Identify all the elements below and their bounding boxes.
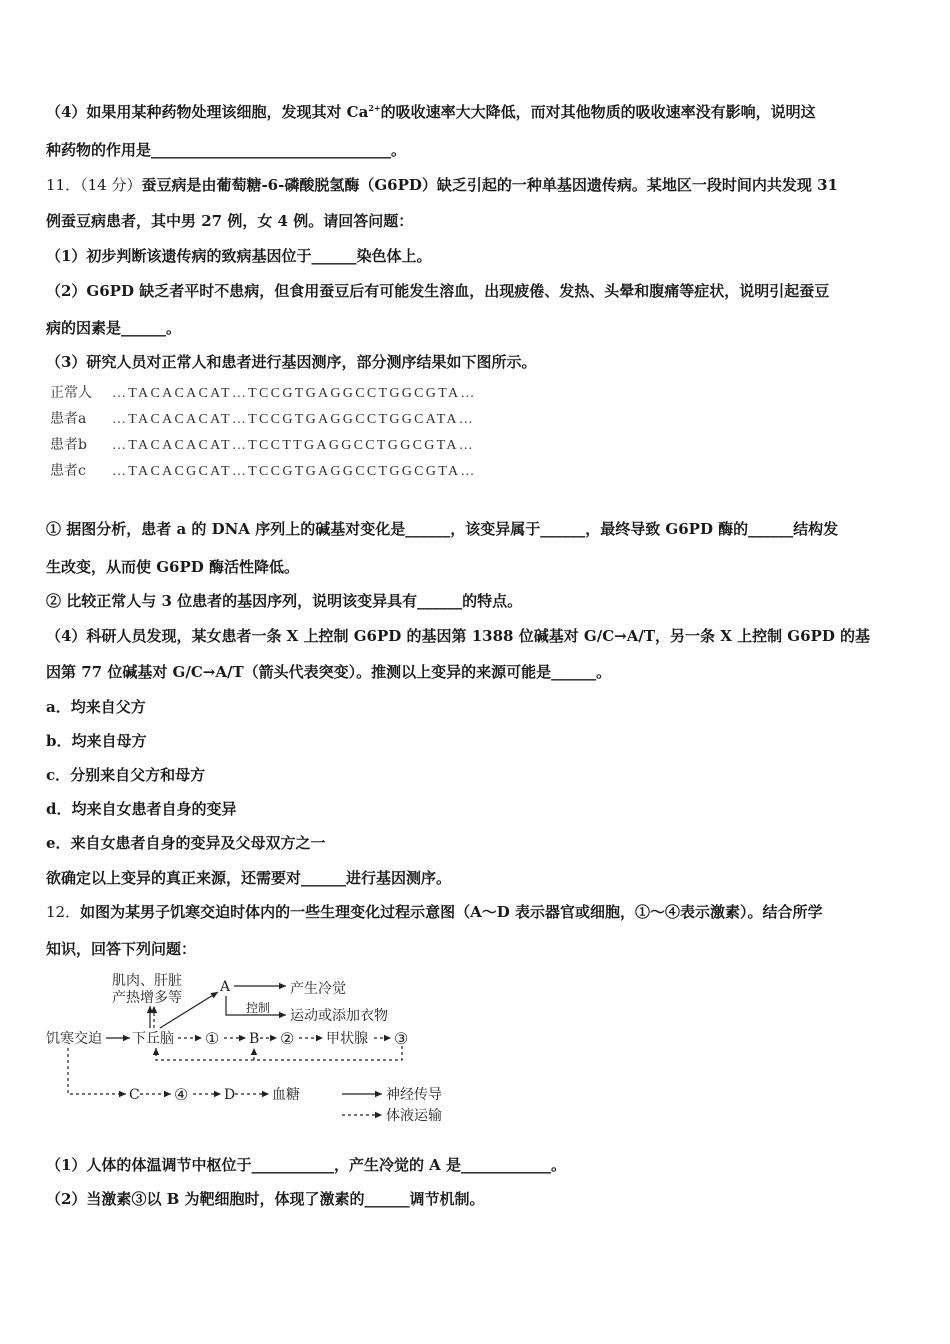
legend-fluid-label: 体液运输 xyxy=(386,1108,442,1124)
q12-part1: （1）人体的体温调节中枢位于___________，产生冷觉的 A 是____________。 xyxy=(46,1156,567,1174)
hormone-3: ③ xyxy=(394,1029,409,1048)
legend-nerve-label: 神经传导 xyxy=(386,1087,442,1103)
arrow-start-to-c xyxy=(68,1048,126,1094)
q11-stem-line1: 11．（14 分）蚕豆病是由葡萄糖-6-磷酸脱氢酶（G6PD）缺乏引起的一种单基因遗传病。某地区一段时间内共发现 31 xyxy=(46,176,838,194)
sequence-row-normal: 正常人 …TACACACAT…TCCGTGAGGCCTGGCGTA… xyxy=(50,385,477,401)
q12-number: 12． xyxy=(46,903,81,921)
q11-part1: （1）初步判断该遗传病的致病基因位于______染色体上。 xyxy=(46,247,432,265)
q12-part2: （2）当激素③以 B 为靶细胞时，体现了激素的______调节机制。 xyxy=(46,1190,485,1208)
action-label: 运动或添加衣物 xyxy=(290,1008,388,1024)
physiology-diagram xyxy=(44,968,464,1130)
q11-stem-line2: 例蚕豆病患者，其中男 27 例，女 4 例。请回答问题： xyxy=(46,212,414,230)
q10-part4-line1: （4）如果用某种药物处理该细胞，发现其对 $Ca^{2+}$的吸收速率大大降低，而对其他物质的吸收速率没有影响，说明这 xyxy=(46,103,816,121)
q12-stem-line2: 知识，回答下列问题： xyxy=(46,940,197,958)
hormone-4: ④ xyxy=(174,1085,189,1104)
heat-production-label: 产热增多等 xyxy=(112,990,182,1006)
q11-number: 11． xyxy=(46,176,81,194)
q11-option-b: b．均来自母方 xyxy=(46,732,147,750)
sequence-row-patient-c: 患者c …TACACGCAT…TCCGTGAGGCCTGGCGTA… xyxy=(50,463,477,479)
q11-final: 欲确定以上变异的真正来源，还需要对______进行基因测序。 xyxy=(46,869,452,887)
cold-feeling-label: 产生冷觉 xyxy=(290,981,346,997)
q11-sub1-line2: 生改变，从而使 G6PD 酶活性降低。 xyxy=(46,558,299,576)
q11-sub1-line1: ① 据图分析，患者 a 的 DNA 序列上的碱基对变化是______，该变异属于______，最终导致 G6PD 酶的______结构发 xyxy=(46,520,839,538)
thyroid-label: 甲状腺 xyxy=(326,1031,368,1047)
q11-option-d: d．均来自女患者自身的变异 xyxy=(46,800,237,818)
node-c: C xyxy=(129,1087,140,1103)
sequence-row-patient-a: 患者a …TACACACAT…TCCGTGAGGCCTGGCATA… xyxy=(50,411,476,427)
blood-sugar-label: 血糖 xyxy=(272,1087,300,1103)
q11-option-a: a．均来自父方 xyxy=(46,698,146,716)
q11-part2-line1: （2）G6PD 缺乏者平时不患病，但食用蚕豆后有可能发生溶血，出现疲倦、发热、头晕和腹痛等症状，说明引起蚕豆 xyxy=(46,282,830,300)
hypothalamus-label: 下丘脑 xyxy=(132,1031,174,1047)
q11-sub2: ② 比较正常人与 3 位患者的基因序列，说明该变异具有______的特点。 xyxy=(46,592,523,610)
q11-option-e: e．来自女患者自身的变异及父母双方之一 xyxy=(46,834,326,852)
sequence-row-patient-b: 患者b …TACACACAT…TCCTTGAGGCCTGGCGTA… xyxy=(50,437,476,453)
muscle-liver-label: 肌肉、肝脏 xyxy=(112,973,182,989)
hormone-1: ① xyxy=(205,1029,220,1048)
hormone-2: ② xyxy=(280,1029,295,1048)
q11-part4-line2: 因第 77 位碱基对 G/C→A/T（箭头代表突变）。推测以上变异的来源可能是______。 xyxy=(46,663,612,681)
start-label: 饥寒交迫 xyxy=(46,1031,102,1047)
node-d: D xyxy=(224,1087,236,1103)
q11-part3: （3）研究人员对正常人和患者进行基因测序，部分测序结果如下图所示。 xyxy=(46,353,537,371)
node-a: A xyxy=(220,979,231,995)
control-label: 控制 xyxy=(246,1001,271,1015)
ca-superscript: 2+ xyxy=(368,103,381,113)
q11-option-c: c．分别来自父方和母方 xyxy=(46,766,206,784)
feedback-h3-to-hypothalamus xyxy=(156,1046,402,1060)
q10-part4-line2: 种药物的作用是________________________________。 xyxy=(46,141,407,159)
q11-score: （14 分） xyxy=(80,176,142,194)
q11-part2-line2: 病的因素是______。 xyxy=(46,319,182,337)
q11-part4-line1: （4）科研人员发现，某女患者一条 X 上控制 G6PD 的基因第 1388 位碱基对 G/C→A/T，另一条 X 上控制 G6PD 的基 xyxy=(46,627,871,645)
node-b: B xyxy=(249,1031,260,1047)
q12-stem-line1: 12．如图为某男子饥寒交迫时体内的一些生理变化过程示意图（A～D 表示器官或细胞，①～④表示激素）。结合所学 xyxy=(46,903,823,921)
